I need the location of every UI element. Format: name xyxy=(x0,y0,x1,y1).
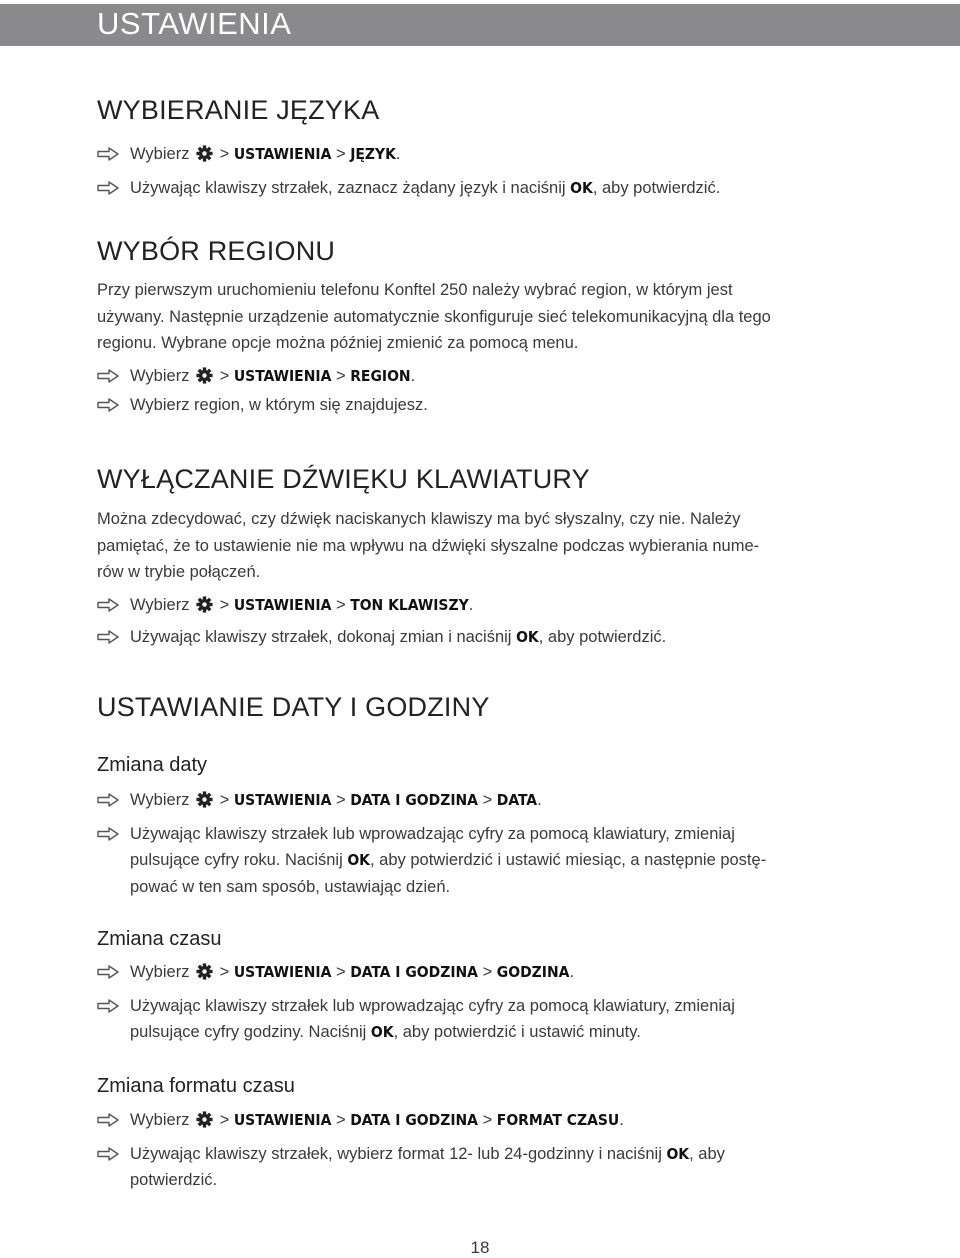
step-text: . xyxy=(468,595,474,614)
gear-icon xyxy=(196,1111,213,1128)
arrow-right-outline-icon xyxy=(97,1147,119,1161)
step-text: pować w ten sam sposób, ustawiając dzień. xyxy=(130,877,451,896)
menu-path-keyword: GODZINA xyxy=(496,963,570,981)
menu-path-keyword: TON KLAWISZY xyxy=(350,595,469,614)
step-text: > xyxy=(215,595,234,614)
step-text: > xyxy=(215,366,234,385)
page-title: USTAWIENIA xyxy=(97,6,292,41)
step-text: , aby potwierdzić. xyxy=(592,178,721,197)
step-text: > xyxy=(331,366,351,385)
subsection-date xyxy=(97,752,867,900)
menu-path-keyword: OK xyxy=(570,178,593,197)
step-item xyxy=(97,392,867,419)
step-item xyxy=(97,1107,867,1134)
menu-path-keyword: DATA I GODZINA xyxy=(350,963,478,981)
step-text: , aby potwierdzić. xyxy=(538,628,667,646)
step-text: > xyxy=(215,1111,234,1129)
step-text: . xyxy=(619,1111,624,1129)
paragraph-line: regionu. Wybrane opcje można później zmienić za pomocą menu. xyxy=(97,334,579,352)
menu-path-keyword: REGION xyxy=(350,366,411,385)
page-number: 18 xyxy=(470,1238,490,1257)
menu-path-keyword: USTAWIENIA xyxy=(233,595,332,614)
step-text: . xyxy=(537,791,542,809)
menu-path-keyword: DATA I GODZINA xyxy=(350,791,478,809)
section-keypad-tone xyxy=(97,463,867,651)
menu-path-keyword: OK xyxy=(666,1144,690,1163)
step-text: . xyxy=(569,963,575,981)
step-text: > xyxy=(215,963,234,981)
step-item xyxy=(97,592,867,619)
section-heading: WYŁĄCZANIE DŹWIĘKU KLAWIATURY xyxy=(97,464,590,494)
arrow-right-outline-icon xyxy=(97,181,119,195)
subsection-heading: Zmiana daty xyxy=(97,754,208,776)
paragraph-line: używany. Następnie urządzenie automatycznie skonfiguruje sieć telekomunikacyjną dla tego xyxy=(97,307,771,326)
subsection-time-format xyxy=(97,1073,867,1194)
step-text: > xyxy=(215,145,234,163)
step-item xyxy=(97,993,867,1046)
step-text: > xyxy=(331,145,351,163)
step-text: Używając klawiszy strzałek, dokonaj zmian i naciśnij xyxy=(130,628,517,646)
paragraph-line: pamiętać, że to ustawienie nie ma wpływu na dźwięki słyszalne podczas wybierania nume- xyxy=(97,536,760,555)
section-heading: WYBIERANIE JĘZYKA xyxy=(97,95,380,125)
step-text: > xyxy=(215,791,234,809)
subsection-time xyxy=(97,926,867,1046)
step-text: Wybierz xyxy=(130,1111,195,1129)
step-item xyxy=(97,787,867,814)
arrow-right-outline-icon xyxy=(97,1113,119,1127)
menu-path-keyword: OK xyxy=(370,1023,394,1041)
step-item xyxy=(97,624,867,651)
step-text: potwierdzić. xyxy=(130,1171,218,1189)
arrow-right-outline-icon xyxy=(97,999,119,1013)
menu-path-keyword: OK xyxy=(347,851,370,869)
gear-icon xyxy=(196,963,213,980)
step-text: > xyxy=(477,963,497,981)
step-text: Używając klawiszy strzałek lub wprowadzając cyfry za pomocą klawiatury, zmieniaj xyxy=(130,824,735,843)
menu-path-keyword: USTAWIENIA xyxy=(233,791,332,809)
section-date-time xyxy=(97,691,867,723)
menu-path-keyword: USTAWIENIA xyxy=(233,1111,332,1129)
step-text: > xyxy=(331,1111,351,1129)
menu-path-keyword: USTAWIENIA xyxy=(233,145,332,163)
paragraph-line: Można zdecydować, czy dźwięk naciskanych klawiszy ma być słyszalny, czy nie. Należy xyxy=(97,510,741,528)
step-text: > xyxy=(477,791,497,809)
step-item xyxy=(97,821,867,901)
step-text: , aby xyxy=(689,1144,725,1163)
subsection-heading: Zmiana formatu czasu xyxy=(97,1075,295,1097)
step-text: > xyxy=(331,595,351,614)
arrow-right-outline-icon xyxy=(97,630,119,644)
step-text: , aby potwierdzić i ustawić miesiąc, a następnie postę- xyxy=(370,851,767,869)
menu-path-keyword: FORMAT CZASU xyxy=(496,1111,620,1129)
step-text: , aby potwierdzić i ustawić minuty. xyxy=(393,1023,641,1041)
gear-icon xyxy=(196,145,213,162)
arrow-right-outline-icon xyxy=(97,827,119,841)
step-text: pulsujące cyfry roku. Naciśnij xyxy=(130,851,348,869)
paragraph-line: rów w trybie połączeń. xyxy=(97,563,261,581)
step-text: > xyxy=(331,791,351,809)
gear-icon xyxy=(196,791,213,808)
arrow-right-outline-icon xyxy=(97,793,119,807)
step-item xyxy=(97,141,867,168)
gear-icon xyxy=(196,596,213,613)
step-text: Używając klawiszy strzałek lub wprowadzając cyfry za pomocą klawiatury, zmieniaj xyxy=(130,996,735,1015)
arrow-right-outline-icon xyxy=(97,965,119,979)
step-item xyxy=(97,959,867,986)
step-text: Wybierz xyxy=(130,791,195,809)
arrow-right-outline-icon xyxy=(97,398,119,412)
arrow-right-outline-icon xyxy=(97,369,119,383)
menu-path-keyword: DATA I GODZINA xyxy=(350,1111,478,1129)
menu-path-keyword: USTAWIENIA xyxy=(233,366,332,385)
step-text: Wybierz xyxy=(130,595,195,614)
step-item xyxy=(97,363,867,390)
step-text: > xyxy=(477,1111,497,1129)
section-heading: USTAWIANIE DATY I GODZINY xyxy=(97,692,490,722)
arrow-right-outline-icon xyxy=(97,598,119,612)
step-text: > xyxy=(331,963,351,981)
step-text: Używając klawiszy strzałek, zaznacz żądany język i naciśnij xyxy=(130,178,571,197)
section-language xyxy=(97,94,867,201)
step-text: Używając klawiszy strzałek, wybierz format 12- lub 24-godzinny i naciśnij xyxy=(130,1144,667,1163)
step-text: . xyxy=(410,366,416,385)
menu-path-keyword: USTAWIENIA xyxy=(233,963,332,981)
section-heading: WYBÓR REGIONU xyxy=(97,236,336,266)
step-text: . xyxy=(395,145,401,163)
step-item xyxy=(97,175,867,202)
paragraph-line: Przy pierwszym uruchomieniu telefonu Konftel 250 należy wybrać region, w którym jest xyxy=(97,281,733,299)
step-item xyxy=(97,1141,867,1194)
menu-path-keyword: DATA xyxy=(496,791,538,809)
step-text: Wybierz xyxy=(130,963,195,981)
section-region xyxy=(97,235,867,419)
step-text: Wybierz region, w którym się znajdujesz. xyxy=(130,396,428,414)
menu-path-keyword: OK xyxy=(516,628,539,646)
gear-icon xyxy=(196,367,213,384)
subsection-heading: Zmiana czasu xyxy=(97,928,222,950)
arrow-right-outline-icon xyxy=(97,147,119,161)
menu-path-keyword: JĘZYK xyxy=(350,145,396,163)
step-text: Wybierz xyxy=(130,366,195,385)
step-text: Wybierz xyxy=(130,145,195,163)
step-text: pulsujące cyfry godziny. Naciśnij xyxy=(130,1023,371,1041)
